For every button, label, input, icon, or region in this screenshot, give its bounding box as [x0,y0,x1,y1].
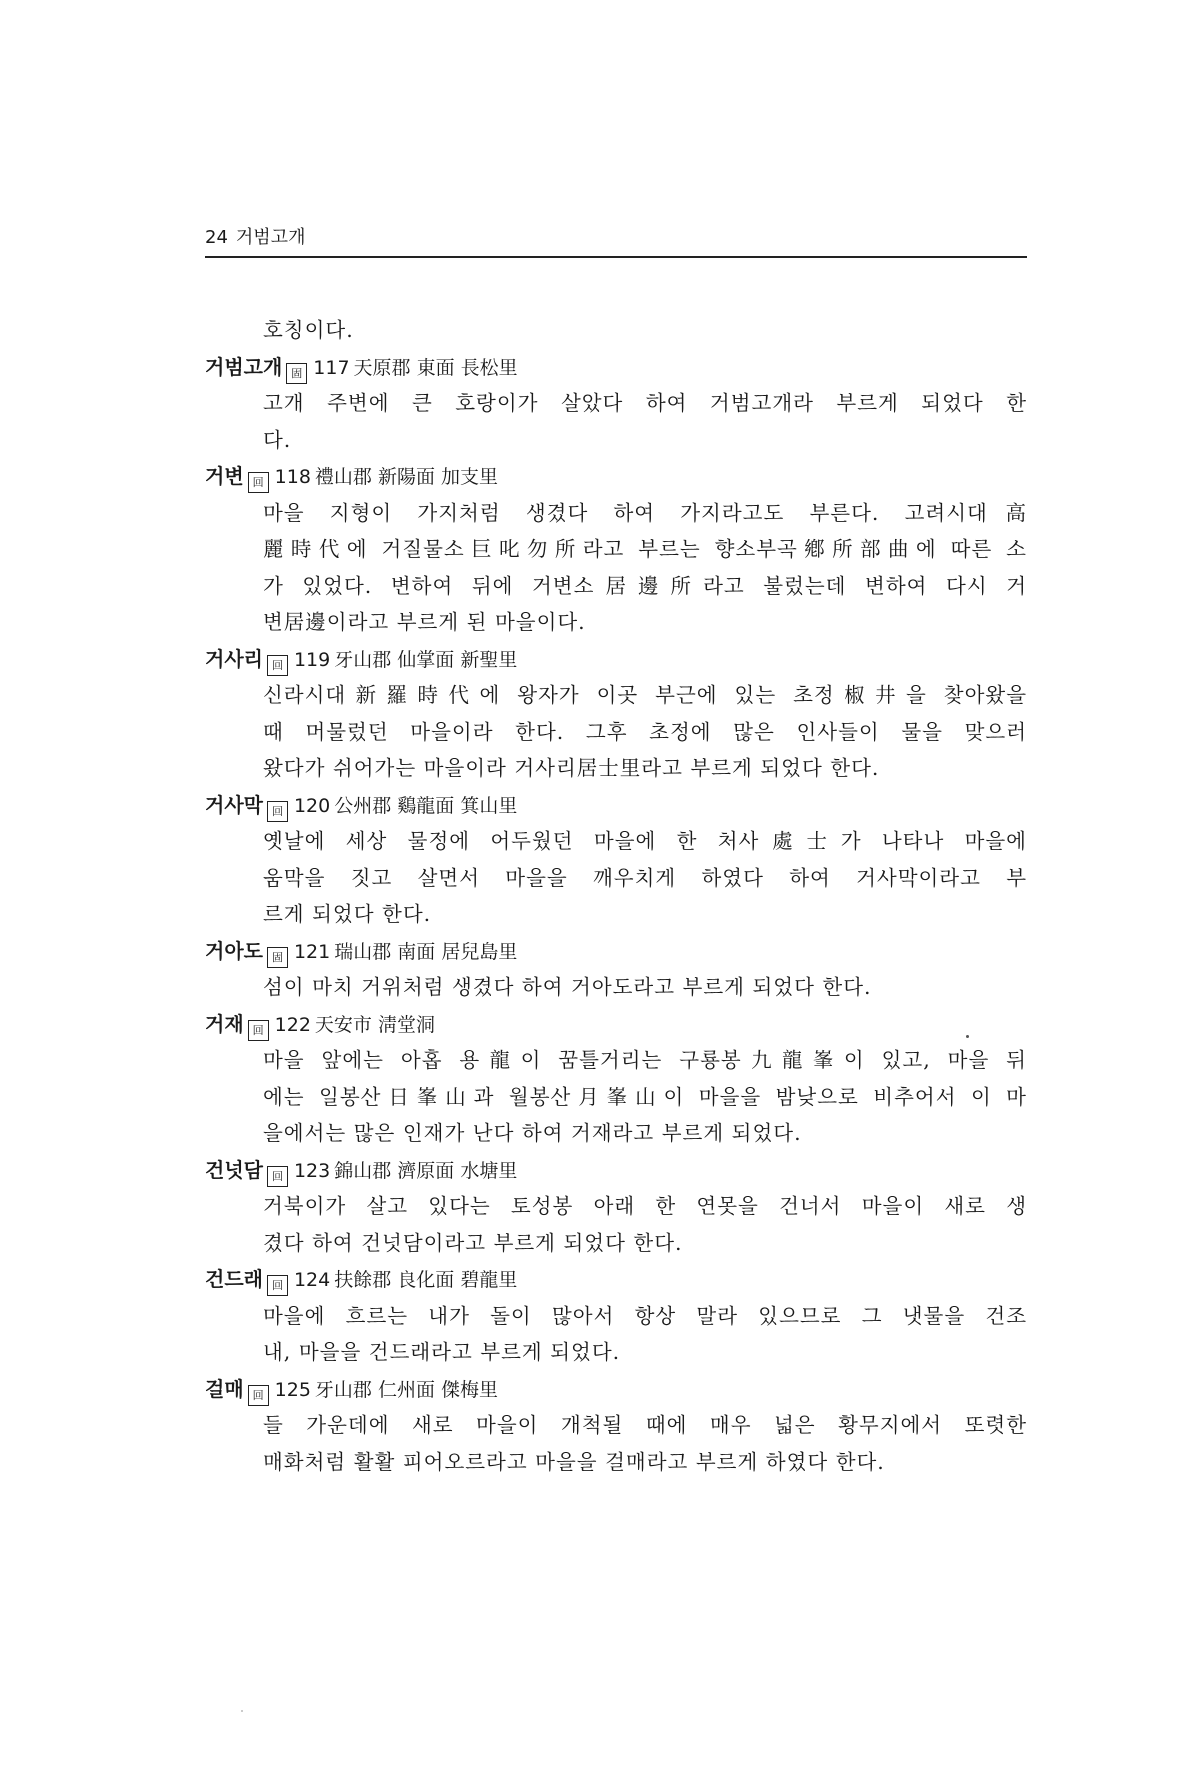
entry-text-line: 르게 되었다 한다. [263,902,432,926]
entry-location: 錦山郡 濟原面 水塘里 [334,1159,518,1182]
entry-location: 牙山郡 仁州面 傑梅里 [314,1378,498,1401]
entry-term: 거변 [205,464,244,488]
entry-text-line: 에는 일봉산日峯山과 월봉산月峯山이 마을을 밤낮으로 비추어서 이 마 [263,1084,1027,1109]
entry-term: 거범고개 [205,354,283,379]
entry-term: 건넛담 [205,1157,263,1182]
entry-number: 122 [274,1013,311,1036]
entry-location: 天原郡 東面 長松里 [353,356,518,379]
entry-text-line: 매화처럼 활활 피어오르라고 마을을 걸매라고 부르게 하였다 한다. [263,1449,885,1474]
entry-text-line: 섬이 마치 거위처럼 생겼다 하여 거아도라고 부르게 되었다 한다. [263,975,872,999]
running-title: 거범고개 [235,227,306,248]
entry-list [205,349,1027,1481]
entry-heading [205,1152,1027,1189]
entry-heading [205,1006,1027,1043]
entry-heading [205,349,1027,386]
entry-text-line: 麗時代에 거질물소巨叱勿所라고 부르는 향소부곡鄕所部曲에 따른 소 [263,537,1027,561]
entry-location: 禮山郡 新陽面 加支里 [314,466,498,488]
entry-location: 瑞山郡 南面 居兒島里 [334,940,518,963]
entry-location: 天安市 淸堂洞 [314,1013,435,1036]
entry-location: 扶餘郡 良化面 碧龍里 [334,1269,518,1291]
entry-type-mark: 固 [286,363,307,384]
entry-text-line: 옛날에 세상 물정에 어두웠던 마을에 한 처사處士가 나타나 마을에 [263,829,1027,853]
entry-location: 牙山郡 仙掌面 新聖里 [334,648,518,671]
entry-text-line: 신라시대新羅時代에 왕자가 이곳 부근에 있는 초정椒井을 찾아왔을 [263,683,1027,707]
entry-heading [205,458,1027,495]
entry-number: 124 [293,1269,331,1291]
entry-type-mark: 回 [267,1166,288,1187]
entry-number: 117 [313,356,350,379]
entry-term: 거사막 [205,792,263,817]
dictionary-entries [205,312,1027,1480]
entry-type-mark: 回 [248,1020,269,1041]
entry-text-line: 마을에 흐르는 내가 돌이 많아서 항상 말라 있으므로 그 냇물을 건조 [263,1303,1027,1328]
entry-term: 걸매 [205,1376,244,1401]
intro-line: 호칭이다. [263,318,354,342]
entry-type-mark: 固 [267,947,288,968]
entry-text-line: 겼다 하여 건넛담이라고 부르게 되었다 한다. [263,1230,683,1255]
entry-heading [205,1371,1027,1408]
entry-term: 거사리 [205,646,263,671]
entry-term: 건드래 [205,1267,263,1291]
entry-heading [205,933,1027,970]
entry-type-mark: 回 [267,801,288,822]
entry-term: 거재 [205,1011,244,1036]
page-header [205,226,1027,258]
entry-text-line: 거북이가 살고 있다는 토성봉 아래 한 연못을 건너서 마을이 새로 생 [263,1194,1027,1218]
entry-text-line: 내, 마을을 건드래라고 부르게 되었다. [263,1340,621,1364]
entry-number: 119 [293,648,331,671]
entry-number: 118 [274,466,311,488]
entry-text-line: 마을 앞에는 아홉 용龍이 꿈틀거리는 구룡봉九龍峯이 있고, 마을 뒤 [263,1048,1027,1072]
entry-text-line: 때 머물렀던 마을이라 한다. 그후 초정에 많은 인사들이 물을 맞으러 [263,719,1027,744]
entry-text-line: 을에서는 많은 인재가 난다 하여 거재라고 부르게 되었다. [263,1121,802,1145]
entry-number: 121 [293,940,331,963]
entry-term: 거아도 [205,938,263,963]
entry-text-line: 움막을 짓고 살면서 마을을 깨우치게 하였다 하여 거사막이라고 부 [263,865,1027,890]
entry-text-line: 고개 주변에 큰 호랑이가 살았다 하여 거범고개라 부르게 되었다 한 [263,391,1027,415]
entry-heading [205,641,1027,678]
entry-text-line: 변居邊이라고 부르게 된 마을이다. [263,610,586,634]
entry-number: 125 [274,1378,311,1401]
entry-number: 123 [293,1159,331,1182]
entry-type-mark: 回 [248,1385,269,1406]
entry-text-line: 왔다가 쉬어가는 마을이라 거사리居士里라고 부르게 되었다 한다. [263,756,880,780]
entry-heading [205,787,1027,824]
entry-text-line: 들 가운데에 새로 마을이 개척될 때에 매우 넓은 황무지에서 또렷한 [263,1413,1027,1437]
entry-heading [205,1261,1027,1298]
entry-location: 公州郡 鷄龍面 箕山里 [334,794,518,817]
entry-text-line: 마을 지형이 가지처럼 생겼다 하여 가지라고도 부른다. 고려시대高 [263,500,1027,525]
print-mark [966,1035,969,1038]
entry-type-mark: 回 [248,472,269,493]
entry-text-line: 가 있었다. 변하여 뒤에 거변소居邊所라고 불렀는데 변하여 다시 거 [263,573,1027,598]
page-number: 24 [205,227,228,248]
entry-type-mark: 回 [267,655,288,676]
entry-text-line: 다. [263,427,292,452]
print-speck [241,1710,243,1712]
entry-type-mark: 回 [267,1275,288,1296]
entry-number: 120 [293,794,331,817]
